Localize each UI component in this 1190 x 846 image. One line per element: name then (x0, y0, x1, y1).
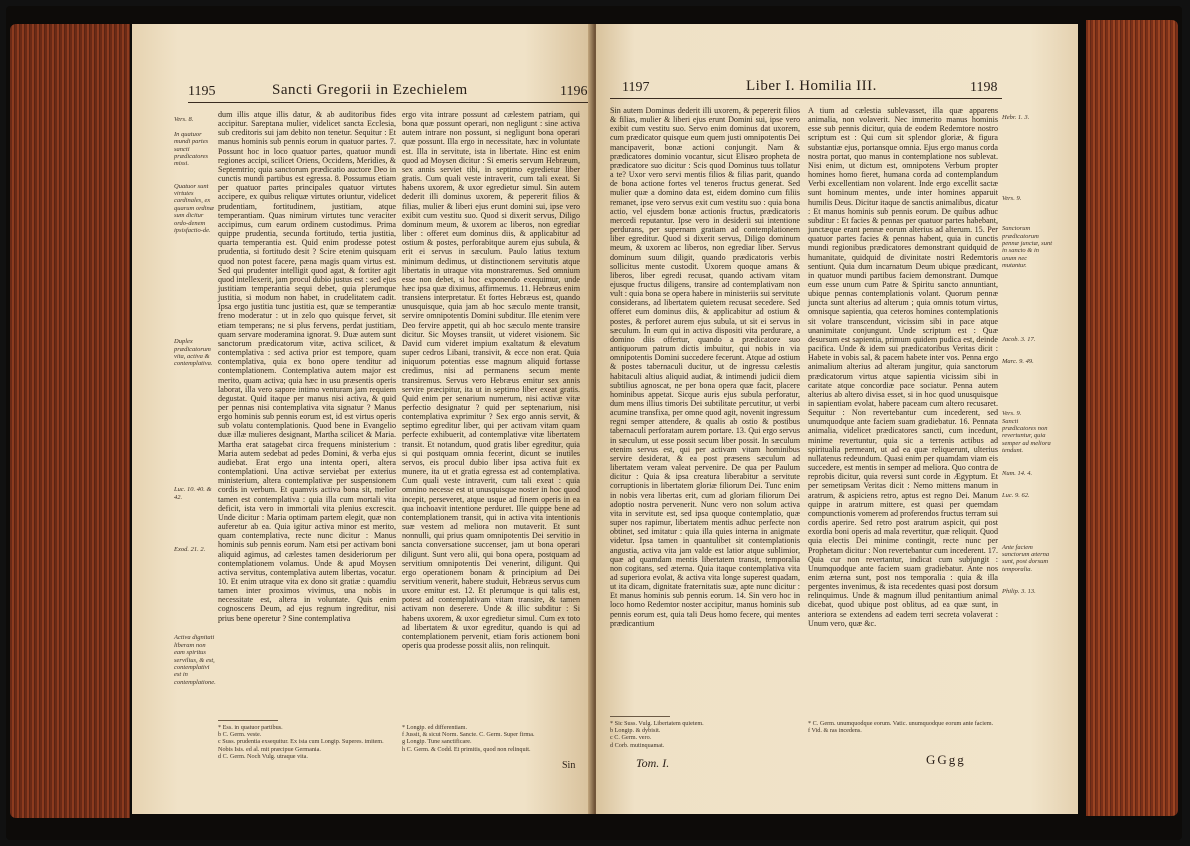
signature-mark: Tom. I. (636, 756, 670, 770)
catchword: Sin (562, 760, 576, 771)
text-column-b: ergo vita intrare possunt ad cælestem patriam, qui bona quæ possunt operari, non negligunt : sine activa autem intrare non possunt, si negligunt bona operari quæ possunt. Illa ergo in necessitate, hæc in voluntate est. Illa in servitute, ista in libertate. Hinc est enim quod ad Moysen dicitur : Si emeris servum Hebræum, sex annis serviet tibi, in septimo egredietur liber gratis. Cum quali veste intraverit, cum tali exeat. Si habens uxorem, & uxor egredietur simul. Sin autem dederit illi dominus uxorem, & pepererit filios & filias, mulier & liberi ejus erunt domini sui, ipse vero exibit cum vestitu suo. Quod si dixerit servus, Diligo dominum meum, & uxorem ac liberos, non egrediar liber : offeret eum dominus diis, & applicabitur ad ostium & postes, perforabitque aurem ejus subula, & erit ei servus in sæculum. Paulo latius textum minimum dedimus, ut distinctionem servitutis atque libertatis in utraque vita monstraremus. Sed omnium esse non debet, si hoc exponendo exequimur, unde hæc ipsa quæ diximus, affirmemus. 11. Hebræus enim transiens interpretatur. Et fortes Hebræus est, quando unusquisque, quia jam ab hoc sæculo mente transit, servire omnipotentis Domini subditur. Ille etenim vere Deo fervire appetit, qui ab hoc sæculo mente transire dicitur. Sic Moyses transiit, ut videret visionem. Sic David cum videret impium exaltatum & elevatum super cedros Libani, transivit, & ecce non erat. Quia iniquorum potentias esse magnum aliquid fortasse credimus, nisi ad permanens secum mente transiremus. Servus vero Hebræus emitur sex annis servire præcipitur, ita ut in septimo liber exeat gratis. Quid enim per senarium numerum, nisi activæ vitæ perfectio designatur ? quid per septenarium, nisi contemplativa exprimitur ? Sex ergo annis servit, & septimo egreditur liber, qui per activam vitam quam perfecte exhibuerit, ad contemplativæ vitæ libertatem transit. Et notandum, quod gratis liber egreditur, quia si qui postquam omnia fecerint, dicunt se inutiles servos, eis procul dubio liber ipsa activa fuit ex munere, ita ut et gratia egressa est ad contemplativa. Cum quali veste intraverit, cum tali exeat : quia omnino necesse est ut unusquisque noster in hoc quod incepit, perseveret, atque usque ad finem operis in ea qua inchoavit intentione perduret. Ille quippe bene ad contemplationem transit, qui in activa vita intentionis suæ vestem ad meliora non mutaverit. Et sunt nonnulli, qui prius quam omnipotentis Dei servitio in sancta conversatione succenser, jam ut bona operari diligunt. Sunt vero alii, qui bona opera, postquam ad servitium omnipotentis Dei venerint, diligunt. Qui ergo operationem bonam & principium ad Dei servitium venerit, habere studuit, Hebræus servus cum uxore emitur est. 12. Et plerumque is qui talis est, potest ad contemplativam vitam transire, & tamen activam non deserere. Unde & illic subditur : Si habens uxorem, & uxor egredietur simul. Cum ex toto ad libertatem & uxor egreditur, quando is qui ad contemplationem pervenit, etiam foris actionem boni operis qua prodesse possit aliis, non relinquit. (402, 110, 580, 651)
footnotes-b: * C. Germ. unumquodque eorum. Vatic. unumquodque eorum ante faciem. f Vid. & ras incedens. (808, 720, 994, 735)
footnotes-b: * Longip. ed differentiam. f Jussit, & sicut Norm. Sancte. C. Germ. Super firma. g Longip. Tune sanctificare. h C. Germ. & Codd. Et primitis, quod non relinquit. (402, 724, 535, 753)
right-page-edges (1086, 20, 1178, 816)
text-column-a: Sin autem Dominus dederit illi uxorem, & pepererit filios & filias, mulier & liberi ejus erunt Domini sui, ipse vero exibit cum vestitu suo. Servo enim dominus dat uxorem, cum prædicator quisque eum quem justi omnipotentis Dei mancipaverit, bonæ actioni conjungit. Nam & prædicatores dominio vocantur, sicut Elisæo propheta de prædicatore suo dicitur : Scis quod Dominus tuus tollatur a te? Uxor vero servi mentis filios & filias parit, quando de bona actione fortes vel teneros fructus generat. Sed mulier quæ a domino data est, eidem domino cum filiis remanet, ipse vero servus exit cum vestitu suo : quia bona actio, vel ejusdem bonæ actionis fructus, prædicatoris mercedi reputantur. Ipse vero in desiderii sui intentione perdurans, per supernam gratiam ad contemplationem liber egreditur. Quod si dixerit servus, Diligo dominum meum, & uxorem ac liberos, non egrediar liber. Servus dominum suum diligit, quando prædicatoris verbis sollicitus mente custodit. Uxorem quoque amans & liberos, liber egredi recusat, quando activam vitam ejusque fructus diligens, transire ad contemplativam non vult : quia bona se opera habere in ministeriis sui servitute considerans, ad libertatem quietem recusat secedere. Sed offeret eum dominus diis, & applicabitur ad ostium & postes, & perforet aurem ejus subula, ut sit ei servus in sæculum. In eum qui in activa dispositi vita perdurare, a domino diis offertur, quando a prædicatore suo antiquorum patrum dictis imbuitur, qui nobis in via omnipotentis Domini succedere fecerunt. Atque ad ostium & postes tabernaculi ducitur, ut de ingressu cælestis habitaculi altius aliquid audiat, & intimendi judicii diem subtilius agnoscat, ne per bona opera quæ facit, placere hominibus appetat. Sicque auris ejus subula perforatur, dum mens illius timoris Dei subtilitate percutitur, ut verbi acumine transfixa, per omne quod agit, novenit ingressum regni semper attendere, & qualis ab ostio & postibus tabernaculi perforatam aurem portare. 13. Qui ergo servus in sæculum, ut esse possit secum liber possit. In sæculum etenim servus est, qui per activam vitam hominibus servire desiderat, & ea post præsens sæculum ad libertatem veram valeat pervenire. De qua per Paulum dicitur : Quia & ipsa creatura liberabitur a servitute corruptionis in libertatem gloriæ filiorum Dei. Tunc enim in nobis vera libertas erit, cum ad gloriam filiorum Dei adoptio nostra pervenerit. Nunc vero non solum activa vita in servitute est, sed ipsa quoque contemplatio, quæ super nos rapimur, libertatem mentis adhuc perfecte non obtinet, sed imitatur : quia illa quies interna in anigmate videtur. Ipsa tamen in quantulibet sit contemplationis angustia, activa vita jam valde est latior atque sublimior, quæ ad quamdam mentis libertatem transit, temporalia non cogitans, sed æterna. Quia itaque contemplativa vita ad superiora evolat, & activa vita longe superest quadam, ut ita dicam, dignitate fraternitatis suæ, apte nunc dicitur : Et manus hominis sub pennis eorum. 14. Sin vero hoc in loco homo Redemtor noster accipitur, manus hominis sub pennis eorum est, quia tali Deus homo fecere, qui mentes prædicantium (610, 106, 800, 628)
header-rule (188, 102, 588, 103)
footnote-rule (218, 720, 278, 721)
page-number: 1198 (970, 80, 998, 95)
footnotes-a: * Ess. in quatuor partibus. b C. Germ. veste. c Suss. prudentia exsequitur. Ex ista cum Longip. Superes. imitem. Nobis Isis. ed al. mit præcipue Germania. d C. Germ. Noch Vulg. utraque vita. (218, 724, 384, 760)
page-number: 1197 (622, 80, 650, 95)
header-rule (610, 98, 1002, 99)
footnote-rule (610, 716, 670, 717)
page-number: 1196 (560, 84, 588, 99)
signature-gathering: GGgg (926, 752, 966, 767)
left-page (132, 24, 594, 814)
page-number: 1195 (188, 84, 216, 99)
right-page (596, 24, 1078, 814)
text-column-b: A tium ad cælestia sublevasset, illa quæ apparens animalia, non volaverit. Nec immerito manus hominis esse sub pennis dicitur, quia de eodem Redemtore nostro scriptum est : Qui cum sit splendor gloriæ, & figura substantiæ ejus, portansque omnia. Ejus ergo manus corda nostra portat, quo manus in contemplatione nos sublevat. Nisi enim, ut dictum est, omnipotens Verbum propter homines homo fieret, humana corda ad contemplandum Verbi excellentiam non volarent. Inde ergo excellit sactæ sunt hominum mentes, unde inter homines apparuit humilis Deus. Dicitur itaque de sanctis animalibus, dicatur : Et manus hominis sub pennis eorum. De quibus adhuc subditur : Et facies & pennas per quatuor partes habebant, junctæque erant pennæ eorum alterius ad alterum. 15. Per quatuor partes facies & pennas habent, quia in cunctis mundi regionibus prædicatores demonstrant quidquid de humanitate, quidquid de divinitate nostri Redemtoris sentiunt. Quia dum incarnatum Deum ubique prædicant, in quatuor mundi partibus faciem demonstrant. Dumque eum esse unum cum Patre & Spiritu sancto annuntiant, ubique pennas contemplationis volant. Quorum pennæ juncta sunt alterius ad alterum ; quia omnis totum virtus, omnisque sapientia, qua ceteros homines contemplationis sit volare transcendunt, vicissim sibi in pace atque unanimitate conjungunt. Unde scriptum est : Quæ desursum est sapientia, primum quidem pudica est, deinde pacifica. Unde & idem sui prædicatoribus Veritas dicit : Habete in vobis sal, & pacem habete inter vos. Penna ergo animalium alterius ad alteram jungitur, quia sanctorum prædicatorum virtus atque sapientia vicissim sibi in caritate atque concordiæ pace sociatur. Penna autem alterius ab altero divisa esset, si in hoc quod unusquisque in sapientiam evolat, habere paceam cum altero recusaret. Sequitur : Non revertebantur cum incederent, sed unumquodque ante faciem suam gradiebatur. 16. Pennata animalia, videlicet prædicatores sancti, cum incedunt, minime revertuntur, quia sic a terrenis actibus ad spiritualia permeant, ut ad ea quæ reliquerunt, ulterius nullatenus redeundum. Quasi enim per quamdam viam eis succedere, est mentis in semper ad meliora. Quo contra de reprobis dicitur, quia reversi sunt corde in Ægyptum. Et per semetipsam Veritas dicit : Nemo mittens manum in aratrum, & aspiciens retro, aptus est regno Dei. Manum quippe in aratrum mittere, est quasi per quemdam compunctionis vomerem ad proferendos fructus terram sui cordis aperire. Sed retro post aratrum aspicit, qui post exordia boni operis ad mala revertitur, quæ reliquit. Quod quia electis Dei minime contingit, recte nunc per Prophetam dicitur : Non revertebantur cum incederent. 17. Quia cur non revertantur, indicat cum subjungit : Unumquodque ante faciem suam gradiebatur. Ante nos enim æterna sunt, post nos temporalia : quia & illa pergentes invenimus, & ista recedentes quasi post dorsum relinquimus. Unde & magnum illud penitantium animal dicebat, quod ubique post oblitus, ad ea quæ sunt, in anteriora se extendens ad eadem terri secreta volaverat : Unum vero, quæ &c. (808, 106, 998, 628)
footnotes-a: * Sic Suss. Vulg. Libertatem quietem. b Longip. & dybisit. c C. Germ. vero. d Corb. mutinquamat. (610, 720, 704, 749)
margin-notes-right: Hebr. 1. 3. Vers. 9. Sanctorum prædicatorum pennæ junctæ, sunt in sancto & in unum nec mutantur. Jacob. 3. 17. Marc. 9. 49. Vers. 9. Sancti prædicatores non revertuntur, quia semper ad meliora tendunt. Num. 14. 4. Luc. 9. 62. Ante faciem sanctorum æterna sunt, post dorsum temporalia. Philip. 3. 13. (1002, 114, 1053, 595)
text-column-a: dum illis atque illis datur, & ab auditoribus fides accipitur. Sareptana mulier, videlicet sancta Ecclesia, sub creditoris sui jam debito non tenetur. Sequitur : Et manus hominis sub pennis eorum in quatuor partes. 7. Possunt hoc in loco quatuor partes, quatuor mundi regiones accipi, scilicet Oriens, Occidens, Meridies, & Septemtrio; quia sanctorum prædicatio auctore Deo in cunctis mundi partibus est egressa. 8. Possumus etiam per quatuor partes principales quatuor virtutes accipere, ex quibus reliquæ virtutes oriuntur, videlicet prudentiam, fortitudinem, justitiam, atque temperantiam. Quas nimirum virtutes tunc veraciter accipimus, cum earum ordinem custodimus. Prima quippe prudentia, secunda fortitudo, tertia justitia, quarta temperantia est. Quid enim prodesse potest prudentia, si fortitudo desit ? Scire etenim quisquam quod non potest facere, pæna magis quam virtus est. Sed qui prudenter intelligit quod agat, & fortiter agit quod intellexerit, jam procul dubio justus est : sed ejus justitiam temperantia sequi debet, quia plerumque justitia, si modum non habet, in crudelitatem cadit. Ipsa ergo justitia tunc justitia est, quæ se temperantiæ freno moderatur : ut in zelo quo quisque fervet, sit etiam temperans; ne si plus fervens, perdat justitiam, quam servare moderamina ignorat. 9. Duæ autem sunt sanctorum prædicatorum vitæ, activa scilicet, & contemplativa : sed activa prior est tempore, quam contemplativa, quia ex bono opere tenditur ad contemplationem. Contemplativa autem major est merito, quam activa; quia hæc in usu præsentis operis laborat, illa vero sapore intimo venturam jam requiem degustat. Quid itaque per manus nisi activa, & quid per pennas nisi contemplativa vita signatur ? Manus ergo hominis sub pennis eorum est, id est virtus operis sub volatu contemplationis. Quod bene in Evangelio duæ illæ mulieres designant, Martha scilicet & Maria. Martha erat satagebat circa frequens ministerium : Maria autem sedebat ad pedes Domini, & verba ejus audiebat. Erat ergo una intenta operi, altera contemplationi. Una activæ serviebat per exterius ministerium, altera contemplativæ per suspensionem cordis in verbum. Et quamvis activa bona sit, melior tamen est contemplativa : quia illa cum mortali vita deficit, ista vero in immortali vita plenius excrescit. Unde dicitur : Maria optimam partem elegit, quæ non auferetur ab ea. Quia igitur activa minor est merito, quam contemplativa, recte nunc dicitur : Manus hominis sub pennis eorum. Nam etsi per activam boni aliquid agimus, ad cælestes tamen desideriorum per contemplationem volamus. Unde & apud Moysen activa servitus, contemplativa autem libertas, vocatur. 10. Et enim utraque vita ex dono sit gratiæ : quamdiu tamen inter proximos vivimus, una nobis in necessitate est, altera in voluntate. Quis enim cognoscens Deum, ad ejus regnum ingreditur, nisi prius bene operetur ? Sine contemplativa (218, 110, 396, 623)
margin-notes-left: Vers. 8. In quatuor mundi partes sancti prædicatores missi. Quatuor sunt virtutes cardinales, ex quarum ordinæ sum dicitur ordo-denem ipsisfactio-de. Duplex prædicatorum vita, activa & contemplativa. Luc. 10. 40. & 42. Exod. 21. 2. Activa dignitati liberam non eam spiritus servilius, & est, contemplativi est in contemplatione. (174, 116, 216, 686)
running-title: Liber I. Homilia III. (746, 78, 877, 94)
left-page-edges (10, 24, 130, 818)
running-title: Sancti Gregorii in Ezechielem (272, 82, 468, 98)
